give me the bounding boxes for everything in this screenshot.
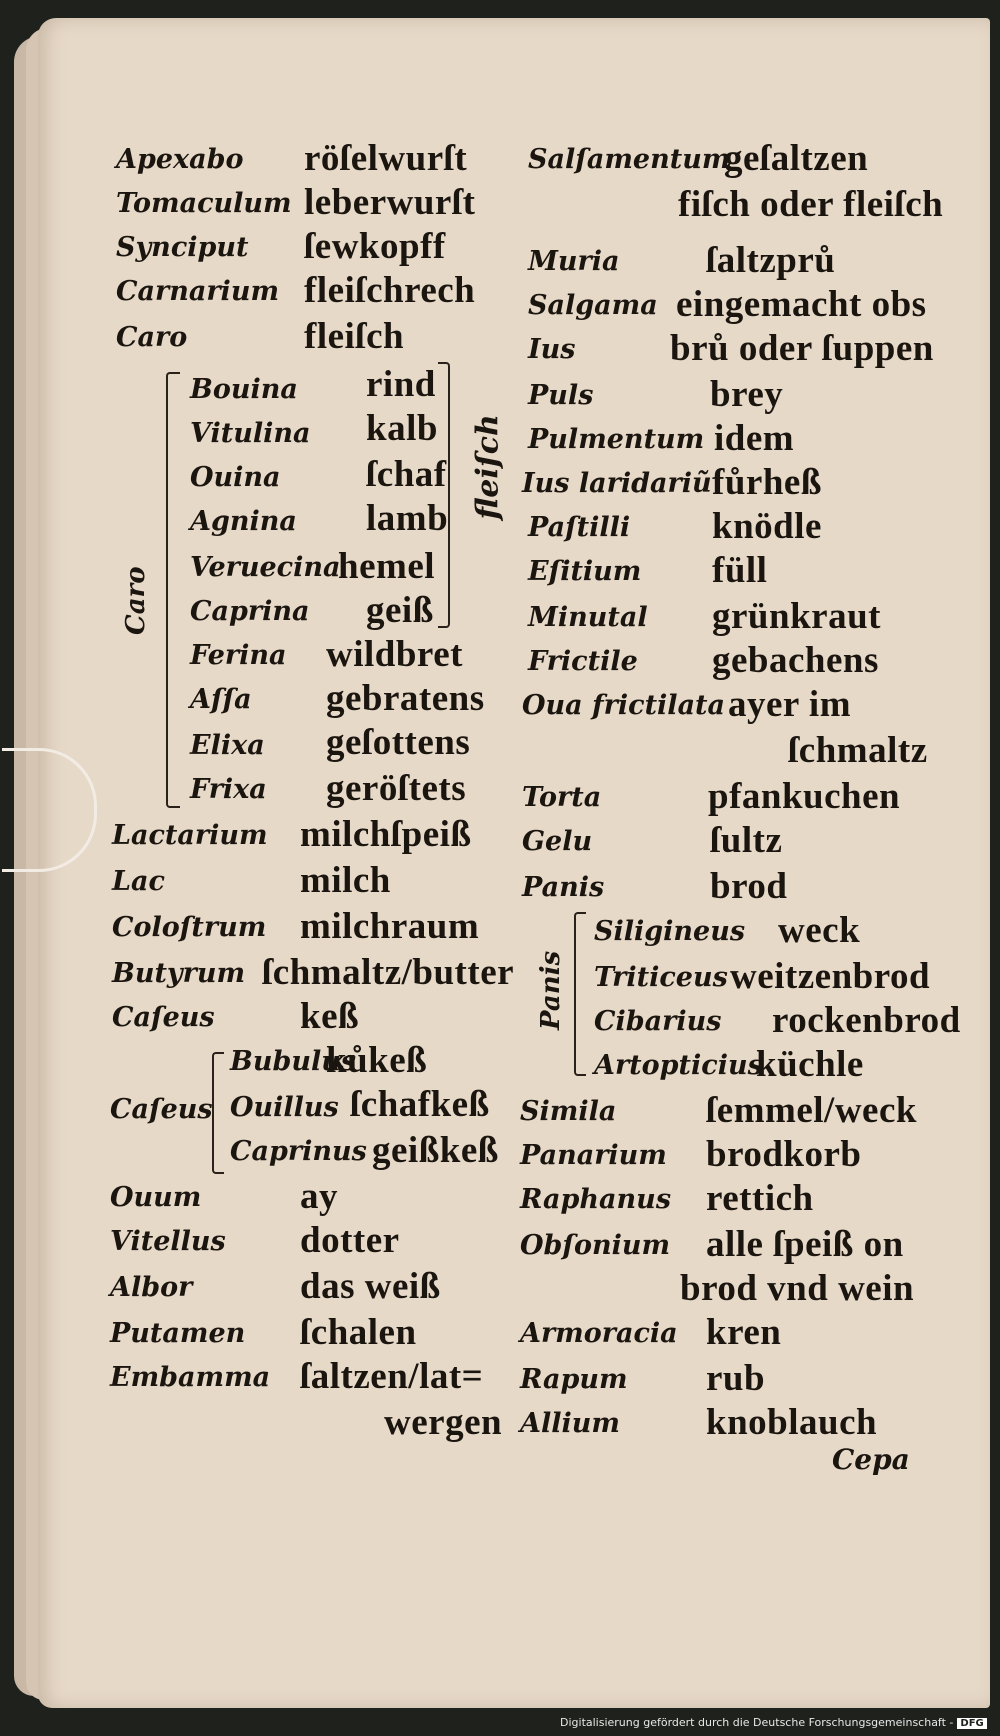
german-term: gebachens: [712, 640, 879, 681]
latin-term: Caro: [116, 322, 188, 353]
latin-term: Siligineus: [594, 916, 746, 947]
latin-term: Eſitium: [528, 556, 642, 587]
german-term: milchſpeiß: [300, 814, 472, 855]
latin-term: Frixa: [190, 774, 267, 805]
latin-term: Obſonium: [520, 1230, 671, 1261]
catchword: Cepa: [832, 1443, 910, 1476]
fleisch-side-label: fleiſch: [470, 414, 506, 520]
german-term: fůrheß: [712, 462, 822, 503]
latin-term: Carnarium: [116, 276, 280, 307]
latin-term: Salſamentum: [528, 144, 731, 175]
german-term: pfankuchen: [708, 776, 901, 817]
german-term: geißkeß: [372, 1130, 499, 1171]
latin-term: Butyrum: [112, 958, 246, 989]
german-term: ſchmaltz: [788, 730, 928, 771]
latin-term: Synciput: [116, 232, 249, 263]
latin-term: Muria: [528, 246, 620, 277]
german-term-continuation: wergen: [384, 1402, 503, 1443]
latin-term: Salgama: [528, 290, 658, 321]
latin-term: Triticeus: [594, 962, 728, 993]
german-term: ay: [300, 1176, 338, 1217]
german-term: ſewkopff: [304, 226, 446, 267]
german-term: ſemmel/weck: [706, 1090, 917, 1131]
footer-text: Digitalisierung gefördert durch die Deutsche Forschungsgemeinschaft -: [560, 1716, 954, 1729]
german-term: wildbret: [326, 634, 463, 675]
latin-term: Torta: [522, 782, 602, 813]
latin-term: Apexabo: [116, 144, 244, 175]
latin-term: Lactarium: [112, 820, 268, 851]
caro-brace: [166, 372, 180, 808]
german-term: eingemacht obs: [676, 284, 927, 325]
german-term: ſaltzen/lat=: [300, 1356, 484, 1397]
latin-term: Panarium: [520, 1140, 667, 1171]
german-term: rub: [706, 1358, 766, 1399]
german-term: geſottens: [326, 722, 471, 763]
latin-term: Caprinus: [230, 1136, 367, 1167]
latin-term: Raphanus: [520, 1184, 672, 1215]
caseus-brace: [212, 1052, 224, 1174]
latin-term: Rapum: [520, 1364, 628, 1395]
latin-term: Gelu: [522, 826, 593, 857]
german-term: ſchalen: [300, 1312, 417, 1353]
german-term: ſultz: [710, 820, 783, 861]
panis-brace: [574, 912, 586, 1076]
german-term: geröſtets: [326, 768, 467, 809]
german-term: leberwurſt: [304, 182, 476, 223]
german-term: geiß: [366, 590, 434, 631]
german-term: ſchaf: [366, 454, 447, 495]
german-term: kůkeß: [326, 1040, 428, 1081]
german-term: keß: [300, 996, 360, 1037]
latin-term: Ouillus: [230, 1092, 339, 1123]
latin-term: Ouum: [110, 1182, 202, 1213]
german-term: gebratens: [326, 678, 485, 719]
latin-term: Cibarius: [594, 1006, 722, 1037]
panis-side-label: Panis: [536, 950, 566, 1030]
caro-side-label: Caro: [121, 566, 151, 635]
latin-term: Armoracia: [520, 1318, 678, 1349]
latin-term: Oua frictilata: [522, 690, 726, 721]
latin-term: Agnina: [190, 506, 297, 537]
german-term: röſelwurſt: [304, 138, 468, 179]
german-term: rind: [366, 364, 436, 405]
latin-term: Ius: [528, 334, 576, 365]
german-term: lamb: [366, 498, 449, 539]
latin-term: Coloſtrum: [112, 912, 267, 943]
german-term: idem: [714, 418, 795, 459]
german-term: fleiſchrech: [304, 270, 476, 311]
latin-term: Veruecina: [190, 552, 341, 583]
latin-term: Allium: [520, 1408, 620, 1439]
german-term: brů oder ſuppen: [670, 328, 934, 369]
german-term: brodkorb: [706, 1134, 862, 1175]
german-term: fiſch oder fleiſch: [678, 184, 944, 225]
fleisch-brace: [438, 362, 450, 628]
german-term: rettich: [706, 1178, 814, 1219]
german-term: alle ſpeiß on: [706, 1224, 904, 1265]
latin-term: Tomaculum: [116, 188, 292, 219]
german-term: hemel: [338, 546, 436, 587]
latin-term: Elixa: [190, 730, 265, 761]
german-term: rockenbrod: [772, 1000, 961, 1041]
latin-term: Putamen: [110, 1318, 246, 1349]
latin-term: Paſtilli: [528, 512, 631, 543]
latin-term: Puls: [528, 380, 594, 411]
dfg-logo: DFG: [957, 1718, 986, 1729]
german-term: füll: [712, 550, 768, 591]
latin-term: Aſſa: [190, 684, 252, 715]
latin-term: Vitellus: [110, 1226, 226, 1257]
latin-term: Ius laridariũ: [522, 468, 712, 499]
latin-term: Ferina: [190, 640, 287, 671]
latin-term: Vitulina: [190, 418, 311, 449]
german-term: ſchafkeß: [350, 1084, 490, 1125]
latin-term: Ouina: [190, 462, 281, 493]
latin-term: Bubulus: [230, 1046, 357, 1077]
latin-term: Minutal: [528, 602, 648, 633]
german-term: geſaltzen: [724, 138, 869, 179]
german-term: kalb: [366, 408, 438, 449]
latin-term: Frictile: [528, 646, 638, 677]
german-term: ſaltzprů: [706, 240, 836, 281]
german-term: fleiſch: [304, 316, 405, 357]
german-term: dotter: [300, 1220, 400, 1261]
latin-term: Caſeus: [112, 1002, 215, 1033]
german-term: weck: [778, 910, 861, 951]
german-term: knoblauch: [706, 1402, 878, 1443]
latin-term: Lac: [112, 866, 165, 897]
latin-term: Simila: [520, 1096, 617, 1127]
german-term: ayer im: [728, 684, 852, 725]
latin-term: Albor: [110, 1272, 193, 1303]
german-term: milch: [300, 860, 391, 901]
latin-term: Bouina: [190, 374, 298, 405]
footer-credit: [560, 1716, 987, 1729]
latin-term: Pulmentum: [528, 424, 705, 455]
german-term: küchle: [756, 1044, 864, 1085]
german-term: brod: [710, 866, 788, 907]
german-term: brey: [710, 374, 784, 415]
german-term: milchraum: [300, 906, 480, 947]
german-term: das weiß: [300, 1266, 441, 1307]
latin-term: Artopticius: [594, 1050, 763, 1081]
german-term: kren: [706, 1312, 782, 1353]
german-term: ſchmaltz/butter: [262, 952, 515, 993]
german-term: grünkraut: [712, 596, 881, 637]
german-term: brod vnd wein: [680, 1268, 915, 1309]
german-term: knödle: [712, 506, 822, 547]
german-term: weitzenbrod: [730, 956, 931, 997]
latin-term: Caprina: [190, 596, 310, 627]
latin-term: Panis: [522, 872, 605, 903]
caseus-group-label: Caſeus: [110, 1094, 213, 1125]
latin-term: Embamma: [110, 1362, 271, 1393]
